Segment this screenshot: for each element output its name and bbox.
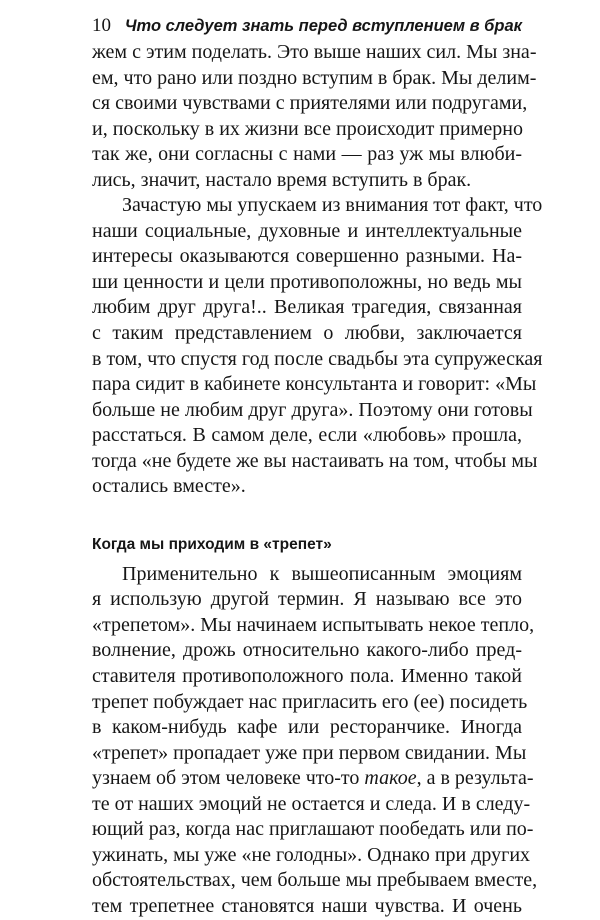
text-line: ем, что рано или поздно вступим в брак. Мы делим- xyxy=(92,66,537,89)
running-title: Что следует знать перед вступлением в брак xyxy=(124,17,522,35)
text-line: ставителя противоположного пола. Именно такой xyxy=(92,665,522,688)
text-line: тогда «не будете же вы настаивать на том, чтобы мы xyxy=(92,449,538,472)
text-run: , а в результа- xyxy=(416,767,534,790)
text-line-with-emphasis xyxy=(92,766,534,792)
text-line: трепет побуждает нас пригласить его (ее) посидеть xyxy=(92,690,528,713)
paragraph-3 xyxy=(92,562,538,920)
text-line: интересы оказываются совершенно разными. На- xyxy=(92,245,522,268)
text-line: жем с этим поделать. Это выше наших сил. Мы зна- xyxy=(92,41,537,63)
text-line: Применительно к вышеописанным эмоциям xyxy=(122,562,522,585)
text-line: любим друг друга!.. Великая трагедия, связанная xyxy=(92,296,522,319)
text-line: с таким представлением о любви, заключается xyxy=(92,322,522,345)
paragraph-1 xyxy=(92,40,537,193)
text-line: так же, они согласны с нами — раз уж мы влюби- xyxy=(92,143,522,166)
text-line: и, поскольку в их жизни все происходит примерно xyxy=(92,117,523,140)
text-line: лись, значит, настало время вступить в брак. xyxy=(92,168,472,191)
text-line: расстаться. В самом деле, если «любовь» прошла, xyxy=(92,424,522,447)
text-line: волнение, дрожь относительно какого-либо пред- xyxy=(92,639,522,662)
section-gap xyxy=(92,500,522,534)
text-run: узнаем об этом человеке что-то xyxy=(92,767,365,790)
text-line: «трепет» пропадает уже при первом свидании. Мы xyxy=(92,741,527,764)
running-header xyxy=(92,14,522,38)
text-line: тем трепетнее становятся наши чувства. И очень xyxy=(92,894,522,917)
emphasized-word: такое xyxy=(364,767,417,790)
text-line: Зачастую мы упускаем из внимания тот факт, что xyxy=(122,194,543,217)
text-line: те от наших эмоций не остается и следа. И в следу- xyxy=(92,792,531,815)
paragraph-2 xyxy=(92,193,543,500)
text-line: я использую другой термин. Я называю все это xyxy=(92,588,522,611)
text-line: ся своими чувствами с приятелями или подругами, xyxy=(92,92,528,115)
text-line: в каком-нибудь кафе или ресторанчике. Иногда xyxy=(92,716,522,739)
text-line: остались вместе». xyxy=(92,475,246,498)
text-line: ужинать, мы уже «не голодны». Однако при других xyxy=(92,843,531,866)
body-text xyxy=(92,40,543,920)
text-line: наши социальные, духовные и интеллектуальные xyxy=(92,219,522,242)
text-line: ши ценности и цели противоположны, но ведь мы xyxy=(92,270,522,293)
text-line: обстоятельствах, чем больше мы пребываем вместе, xyxy=(92,869,538,892)
text-line: «трепетом». Мы начинаем испытывать некое тепло, xyxy=(92,613,535,636)
text-line: больше не любим друг друга». Поэтому они готовы xyxy=(92,398,533,421)
page-number: 10 xyxy=(92,15,111,36)
text-line: ющий раз, когда нас приглашают пообедать или по- xyxy=(92,818,534,841)
text-line: пара сидит в кабинете консультанта и говорит: «Мы xyxy=(92,373,537,396)
section-heading: Когда мы приходим в «трепет» xyxy=(92,535,332,553)
text-line: в том, что спустя год после свадьбы эта супружеская xyxy=(92,347,543,370)
